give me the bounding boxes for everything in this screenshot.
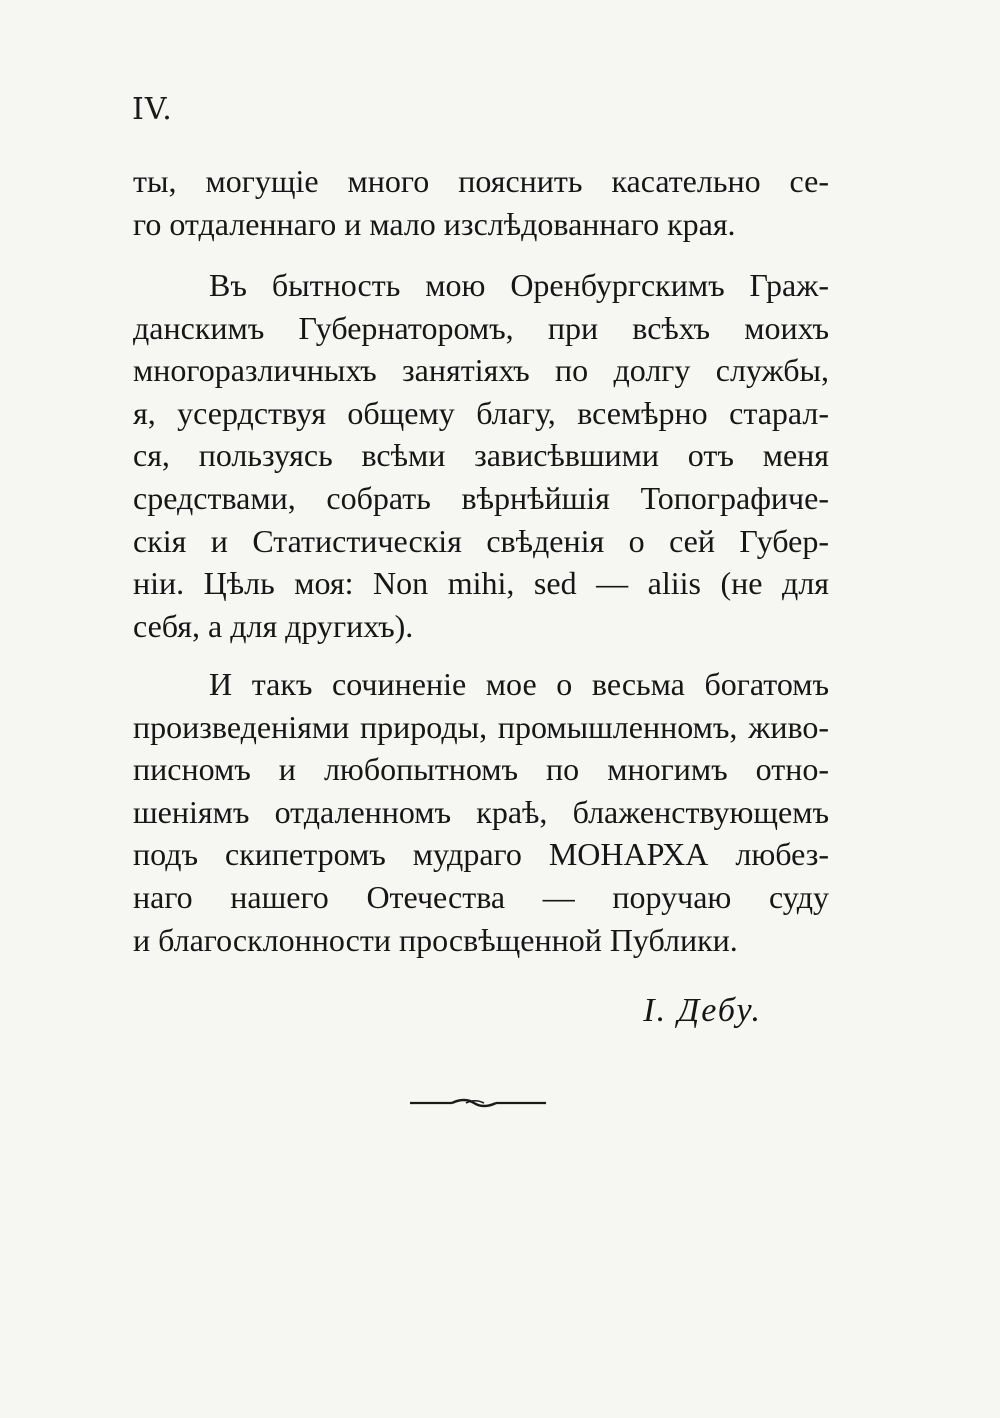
text-line: И такъ сочиненіе мое о весьма богатомъ: [209, 666, 829, 702]
text-line: наго нашего Отечества — поручаю суду: [133, 878, 829, 915]
text-line: ты, могущіе много пояснить касательно се-: [133, 163, 829, 199]
text-line: ся, пользуясь всѣми зависѣвшими отъ меня: [133, 437, 829, 474]
text-line: писномъ и любопытномъ по многимъ отно-: [133, 751, 829, 788]
text-line: подъ скипетромъ мудраго МОНАРХА любез-: [133, 836, 829, 873]
text-line: го отдаленнаго и мало изслѣдованнаго края.: [133, 205, 736, 242]
paragraph-1: [133, 160, 829, 245]
text-line: и благосклонности просвѣщенной Публики.: [133, 921, 738, 958]
text-line: ніи. Цѣль моя: Non mihi, sed — aliis (не для: [133, 565, 829, 602]
paragraph-3: [133, 663, 829, 961]
page-number: IV.: [132, 92, 173, 127]
text-line: Въ бытность мою Оренбургскимъ Граж-: [209, 267, 829, 303]
text-line: средствами, собрать вѣрнѣйшія Топографиче-: [133, 479, 829, 516]
text-line: скія и Статистическія свѣденія о сей Губер-: [133, 522, 829, 559]
text-line: шеніямъ отдаленномъ краѣ, блаженствующемъ: [133, 793, 829, 830]
author-signature: І. Дебу.: [643, 992, 762, 1029]
text-line: данскимъ Губернаторомъ, при всѣхъ моихъ: [133, 309, 829, 346]
text-line: себя, а для другихъ).: [133, 607, 414, 644]
paragraph-2: [133, 264, 829, 647]
text-line: многоразличныхъ занятіяхъ по долгу службы,: [133, 352, 829, 389]
ornamental-divider: [408, 1097, 548, 1109]
text-line: я, усердствуя общему благу, всемѣрно старал-: [133, 394, 829, 431]
text-line: произведеніями природы, промышленномъ, живо-: [133, 708, 829, 745]
